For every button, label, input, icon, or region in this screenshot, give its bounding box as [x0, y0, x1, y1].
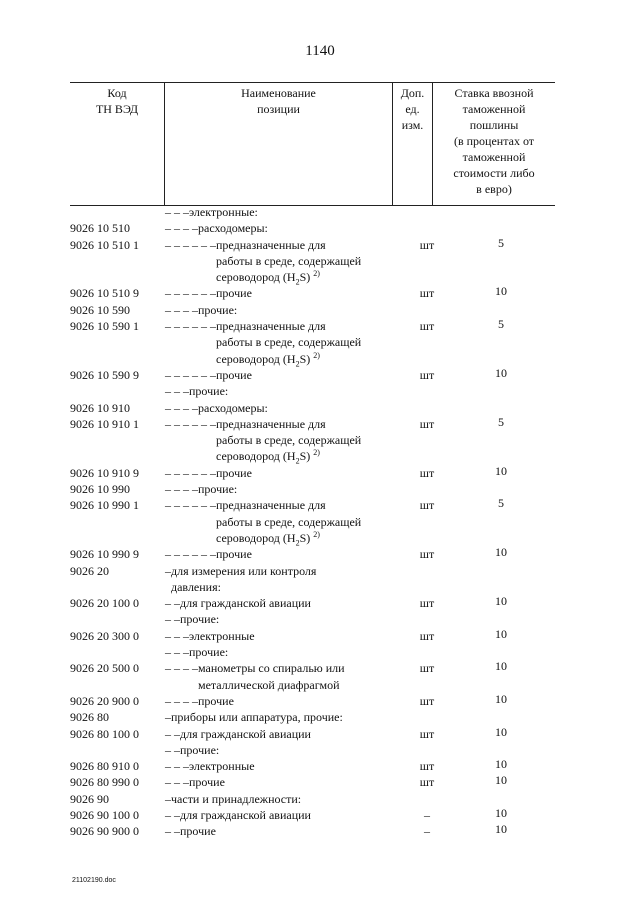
position-name-line: работы в среде, содержащей	[216, 253, 362, 268]
table-row	[70, 742, 555, 758]
position-name-line: приборы или аппаратура, прочие:	[171, 710, 343, 725]
table-row	[70, 465, 555, 481]
table-row	[70, 726, 555, 742]
table-row	[70, 823, 555, 839]
duty-rate-cell	[447, 318, 555, 367]
position-name-line: прочие:	[189, 645, 229, 660]
tnved-code: 9026 10 990 1	[70, 498, 139, 513]
duty-rate: 10	[495, 757, 507, 772]
table-row	[70, 481, 555, 497]
tnved-code: 9026 10 590	[70, 302, 130, 317]
unit-of-measure	[407, 302, 447, 318]
header-rate-line: пошлины	[469, 118, 519, 132]
unit-of-measure: –	[424, 807, 430, 822]
position-name-line: прочие	[216, 286, 252, 301]
table-row	[70, 660, 555, 693]
indent-dashes: – –	[165, 742, 180, 757]
duty-rate: 10	[495, 805, 507, 820]
duty-rate: 10	[495, 659, 507, 674]
duty-rate: 10	[495, 365, 507, 380]
position-name-line: прочие:	[198, 302, 238, 317]
indent-dashes: – – –	[165, 628, 189, 643]
tnved-code: 9026 10 590 9	[70, 367, 139, 382]
header-rate	[433, 83, 555, 205]
duty-rate: 10	[495, 724, 507, 739]
indent-dashes: – – – –	[165, 661, 198, 676]
position-name-line: прочие	[180, 824, 216, 839]
indent-dashes: – – – – – –	[165, 498, 216, 513]
position-name-text	[180, 595, 407, 611]
position-name	[165, 823, 407, 839]
position-name	[165, 204, 407, 220]
header-unit-line: ед.	[405, 102, 420, 116]
tnved-code: 9026 10 910 1	[70, 416, 139, 431]
position-name-text	[189, 644, 407, 660]
tnved-code: 9026 10 990	[70, 482, 130, 497]
position-name-line: прочие	[216, 465, 252, 480]
duty-rate: 10	[495, 691, 507, 706]
header-name-line: Наименование	[241, 86, 316, 100]
position-name-text	[198, 220, 407, 236]
header-rate-line: (в процентах от	[453, 134, 535, 148]
position-name-text	[216, 237, 407, 286]
indent-dashes: – –	[165, 807, 180, 822]
position-name-line: работы в среде, содержащей	[216, 335, 362, 350]
unit-of-measure	[407, 383, 447, 399]
position-name	[165, 742, 407, 758]
tnved-code: 9026 10 590 1	[70, 319, 139, 334]
position-name-line: электронные	[189, 759, 255, 774]
position-name-line: прочие:	[189, 384, 229, 399]
indent-dashes: – – –	[165, 775, 189, 790]
position-name-line: прочие:	[180, 742, 220, 757]
unit-of-measure	[407, 563, 447, 596]
position-name-line: давления:	[171, 579, 221, 594]
position-name-line: прочие	[198, 693, 234, 708]
indent-dashes: – – – – – –	[165, 319, 216, 334]
header-rate-line: таможенной	[462, 102, 526, 116]
unit-of-measure: шт	[419, 628, 435, 643]
position-name-line: прочие	[216, 367, 252, 382]
unit-of-measure	[407, 220, 447, 236]
duty-rate-cell	[447, 465, 555, 481]
header-rate-line: в евро)	[476, 182, 512, 196]
position-name-line: работы в среде, содержащей	[216, 514, 362, 529]
tnved-code: 9026 20 900 0	[70, 693, 139, 708]
position-name-line: прочие:	[180, 612, 220, 627]
table-row	[70, 416, 555, 465]
indent-dashes: –	[165, 791, 171, 806]
position-name-text	[198, 660, 407, 693]
tnved-code: 9026 10 990 9	[70, 547, 139, 562]
table-row	[70, 546, 555, 562]
table-header	[70, 82, 555, 206]
position-name-line: прочие	[216, 547, 252, 562]
position-name	[165, 563, 407, 596]
indent-dashes: – –	[165, 726, 180, 741]
header-unit	[393, 83, 433, 205]
table-row	[70, 611, 555, 627]
indent-dashes: – – – – – –	[165, 237, 216, 252]
table-row	[70, 318, 555, 367]
indent-dashes: – –	[165, 824, 180, 839]
duty-rate-cell	[447, 367, 555, 383]
header-code-line: ТН ВЭД	[95, 102, 139, 116]
unit-of-measure	[407, 481, 447, 497]
tnved-code: 9026 20	[70, 563, 109, 578]
unit-of-measure: шт	[419, 319, 435, 334]
position-name-line: части и принадлежности:	[171, 791, 302, 806]
unit-of-measure	[407, 400, 447, 416]
position-name-line: для гражданской авиации	[180, 596, 311, 611]
position-name	[165, 611, 407, 627]
footer-filename: 21102190.doc	[72, 877, 116, 884]
table-row	[70, 693, 555, 709]
position-name-line: для измерения или контроля	[171, 563, 317, 578]
position-name	[165, 595, 407, 611]
position-name-text	[216, 285, 407, 301]
tnved-code: 9026 80	[70, 710, 109, 725]
header-code-line: Код	[107, 86, 127, 100]
duty-rate-cell	[447, 563, 555, 596]
duty-rate: 5	[498, 496, 504, 511]
duty-rate-cell	[447, 823, 555, 839]
tnved-code	[70, 644, 165, 660]
tnved-code	[70, 204, 165, 220]
duty-rate: 10	[495, 463, 507, 478]
duty-rate: 5	[498, 414, 504, 429]
position-name	[165, 709, 407, 725]
position-name	[165, 416, 407, 465]
indent-dashes: – – – –	[165, 482, 198, 497]
position-name	[165, 546, 407, 562]
indent-dashes: – –	[165, 612, 180, 627]
position-name-text	[189, 758, 407, 774]
position-name-line: сероводород $(H_2S)$ $^{2)}$	[216, 350, 320, 369]
position-name-line: электронные:	[189, 205, 258, 219]
header-rate-line: Ставка ввозной	[454, 86, 534, 100]
tnved-code	[70, 383, 165, 399]
header-unit-line: Доп.	[400, 86, 425, 100]
position-name-line: сероводород $(H_2S)$ $^{2)}$	[216, 269, 320, 287]
tnved-code: 9026 20 500 0	[70, 661, 139, 676]
position-name-line: сероводород $(H_2S)$ $^{2)}$	[216, 448, 320, 466]
position-name-text	[216, 416, 407, 465]
tnved-code: 9026 90	[70, 791, 109, 806]
position-name-text	[216, 465, 407, 481]
table-row	[70, 400, 555, 416]
unit-of-measure	[407, 791, 447, 807]
indent-dashes: – – – –	[165, 693, 198, 708]
indent-dashes: – – –	[165, 645, 189, 660]
duty-rate-cell	[447, 383, 555, 399]
duty-rate-cell	[447, 237, 555, 286]
position-name-line: расходомеры:	[198, 221, 268, 236]
tnved-code: 9026 10 910 9	[70, 465, 139, 480]
page-number: 1140	[305, 43, 335, 59]
unit-of-measure	[407, 204, 447, 220]
table-row	[70, 563, 555, 596]
position-name	[165, 807, 407, 823]
indent-dashes: – – –	[165, 205, 189, 219]
position-name	[165, 318, 407, 367]
position-name-text	[180, 823, 407, 839]
table-row	[70, 644, 555, 660]
position-name	[165, 660, 407, 693]
position-name-line: прочие	[189, 775, 225, 790]
unit-of-measure: шт	[419, 367, 435, 382]
table-row	[70, 204, 555, 220]
indent-dashes: – – – –	[165, 400, 198, 415]
indent-dashes: – – – – – –	[165, 547, 216, 562]
tnved-code	[70, 611, 165, 627]
position-name	[165, 285, 407, 301]
duty-rate-cell	[447, 693, 555, 709]
position-name-text	[216, 546, 407, 562]
duty-rate-cell	[447, 595, 555, 611]
duty-rate-cell	[447, 726, 555, 742]
indent-dashes: – – – –	[165, 302, 198, 317]
header-name-line: позиции	[257, 102, 300, 116]
position-name-line: работы в среде, содержащей	[216, 433, 362, 448]
position-name-line: предназначенные для	[216, 237, 326, 252]
indent-dashes: – –	[165, 596, 180, 611]
position-name-text	[198, 400, 407, 416]
unit-of-measure: шт	[419, 465, 435, 480]
tnved-code: 9026 10 510 1	[70, 237, 139, 252]
tnved-code: 9026 80 910 0	[70, 759, 139, 774]
position-name-text	[180, 742, 407, 758]
position-name	[165, 383, 407, 399]
table-row	[70, 807, 555, 823]
duty-rate-cell	[447, 416, 555, 465]
position-name-text	[189, 383, 407, 399]
position-name-text	[216, 367, 407, 383]
duty-rate: 10	[495, 594, 507, 609]
position-name	[165, 774, 407, 790]
unit-of-measure	[407, 611, 447, 627]
duty-rate: 5	[498, 235, 504, 250]
position-name-text	[189, 628, 407, 644]
table-row	[70, 628, 555, 644]
table-row	[70, 497, 555, 546]
tnved-code: 9026 90 100 0	[70, 807, 139, 822]
tnved-code: 9026 10 510	[70, 221, 130, 236]
indent-dashes: – – – –	[165, 221, 198, 236]
unit-of-measure: шт	[419, 286, 435, 301]
table-row	[70, 791, 555, 807]
unit-of-measure: шт	[419, 759, 435, 774]
header-unit-line: изм.	[401, 118, 424, 132]
duty-rate-cell	[447, 497, 555, 546]
position-name-line: прочие:	[198, 482, 238, 497]
position-name	[165, 758, 407, 774]
table-row	[70, 709, 555, 725]
position-name	[165, 220, 407, 236]
table-row	[70, 774, 555, 790]
position-name	[165, 791, 407, 807]
header-code	[70, 83, 165, 205]
position-name	[165, 497, 407, 546]
position-name-text	[198, 693, 407, 709]
unit-of-measure: –	[424, 824, 430, 839]
unit-of-measure: шт	[419, 661, 435, 676]
position-name	[165, 237, 407, 286]
position-name-text	[189, 774, 407, 790]
tnved-code: 9026 80 100 0	[70, 726, 139, 741]
unit-of-measure	[407, 742, 447, 758]
table-row	[70, 595, 555, 611]
table-row	[70, 237, 555, 286]
duty-rate-cell	[447, 628, 555, 644]
indent-dashes: – – – – – –	[165, 465, 216, 480]
unit-of-measure: шт	[419, 547, 435, 562]
position-name	[165, 367, 407, 383]
duty-rate-cell	[447, 546, 555, 562]
table-row	[70, 758, 555, 774]
unit-of-measure: шт	[419, 726, 435, 741]
table-row	[70, 367, 555, 383]
header-rate-line: стоимости либо	[453, 166, 535, 180]
duty-rate: 10	[495, 545, 507, 560]
indent-dashes: – – –	[165, 759, 189, 774]
unit-of-measure	[407, 709, 447, 725]
duty-rate: 10	[495, 773, 507, 788]
position-name-text	[216, 497, 407, 546]
table-row	[70, 285, 555, 301]
position-name-text	[180, 807, 407, 823]
table-row	[70, 383, 555, 399]
position-name-line: металлической диафрагмой	[198, 677, 340, 692]
duty-rate-cell	[447, 204, 555, 220]
position-name-text	[180, 726, 407, 742]
duty-rate: 10	[495, 626, 507, 641]
indent-dashes: –	[165, 710, 171, 725]
position-name	[165, 644, 407, 660]
table-row	[70, 302, 555, 318]
position-name	[165, 302, 407, 318]
unit-of-measure: шт	[419, 693, 435, 708]
position-name-line: для гражданской авиации	[180, 726, 311, 741]
position-name-text	[198, 302, 407, 318]
indent-dashes: –	[165, 563, 171, 578]
position-name-line: манометры со спиралью или	[198, 661, 345, 676]
tnved-code: 9026 20 300 0	[70, 628, 139, 643]
unit-of-measure: шт	[419, 416, 435, 431]
position-name-line: предназначенные для	[216, 416, 326, 431]
duty-rate-cell	[447, 285, 555, 301]
unit-of-measure: шт	[419, 775, 435, 790]
tnved-code	[70, 742, 165, 758]
duty-rate-cell	[447, 660, 555, 693]
position-name-text	[198, 481, 407, 497]
tnved-code: 9026 10 510 9	[70, 286, 139, 301]
header-rate-line: таможенной	[462, 150, 526, 164]
tnved-code: 9026 20 100 0	[70, 596, 139, 611]
tnved-code: 9026 80 990 0	[70, 775, 139, 790]
position-name-text	[171, 709, 407, 725]
position-name-text	[171, 791, 407, 807]
position-name-line: предназначенные для	[216, 498, 326, 513]
position-name	[165, 628, 407, 644]
position-name	[165, 465, 407, 481]
position-name	[165, 400, 407, 416]
duty-rate: 5	[498, 317, 504, 332]
duty-rate-cell	[447, 774, 555, 790]
indent-dashes: – – – – – –	[165, 286, 216, 301]
indent-dashes: – – – – – –	[165, 416, 216, 431]
duty-rate: 10	[495, 284, 507, 299]
position-name-line: для гражданской авиации	[180, 807, 311, 822]
position-name-line: расходомеры:	[198, 400, 268, 415]
indent-dashes: – – –	[165, 384, 189, 399]
position-name-line: предназначенные для	[216, 319, 326, 334]
indent-dashes: – – – – – –	[165, 367, 216, 382]
position-name	[165, 726, 407, 742]
unit-of-measure	[407, 644, 447, 660]
unit-of-measure: шт	[419, 237, 435, 252]
position-name-line: электронные	[189, 628, 255, 643]
tnved-code: 9026 10 910	[70, 400, 130, 415]
position-name	[165, 693, 407, 709]
duty-rate: 10	[495, 822, 507, 837]
position-name-text	[189, 204, 407, 220]
table-row	[70, 220, 555, 236]
position-name-text	[180, 611, 407, 627]
tnved-code: 9026 90 900 0	[70, 824, 139, 839]
position-name-text	[171, 563, 407, 596]
position-name-text	[216, 318, 407, 367]
tariff-table-body	[70, 204, 555, 840]
position-name	[165, 481, 407, 497]
position-name-line: сероводород $(H_2S)$ $^{2)}$	[216, 529, 320, 548]
unit-of-measure: шт	[419, 596, 435, 611]
header-name	[165, 83, 393, 205]
unit-of-measure: шт	[419, 498, 435, 513]
